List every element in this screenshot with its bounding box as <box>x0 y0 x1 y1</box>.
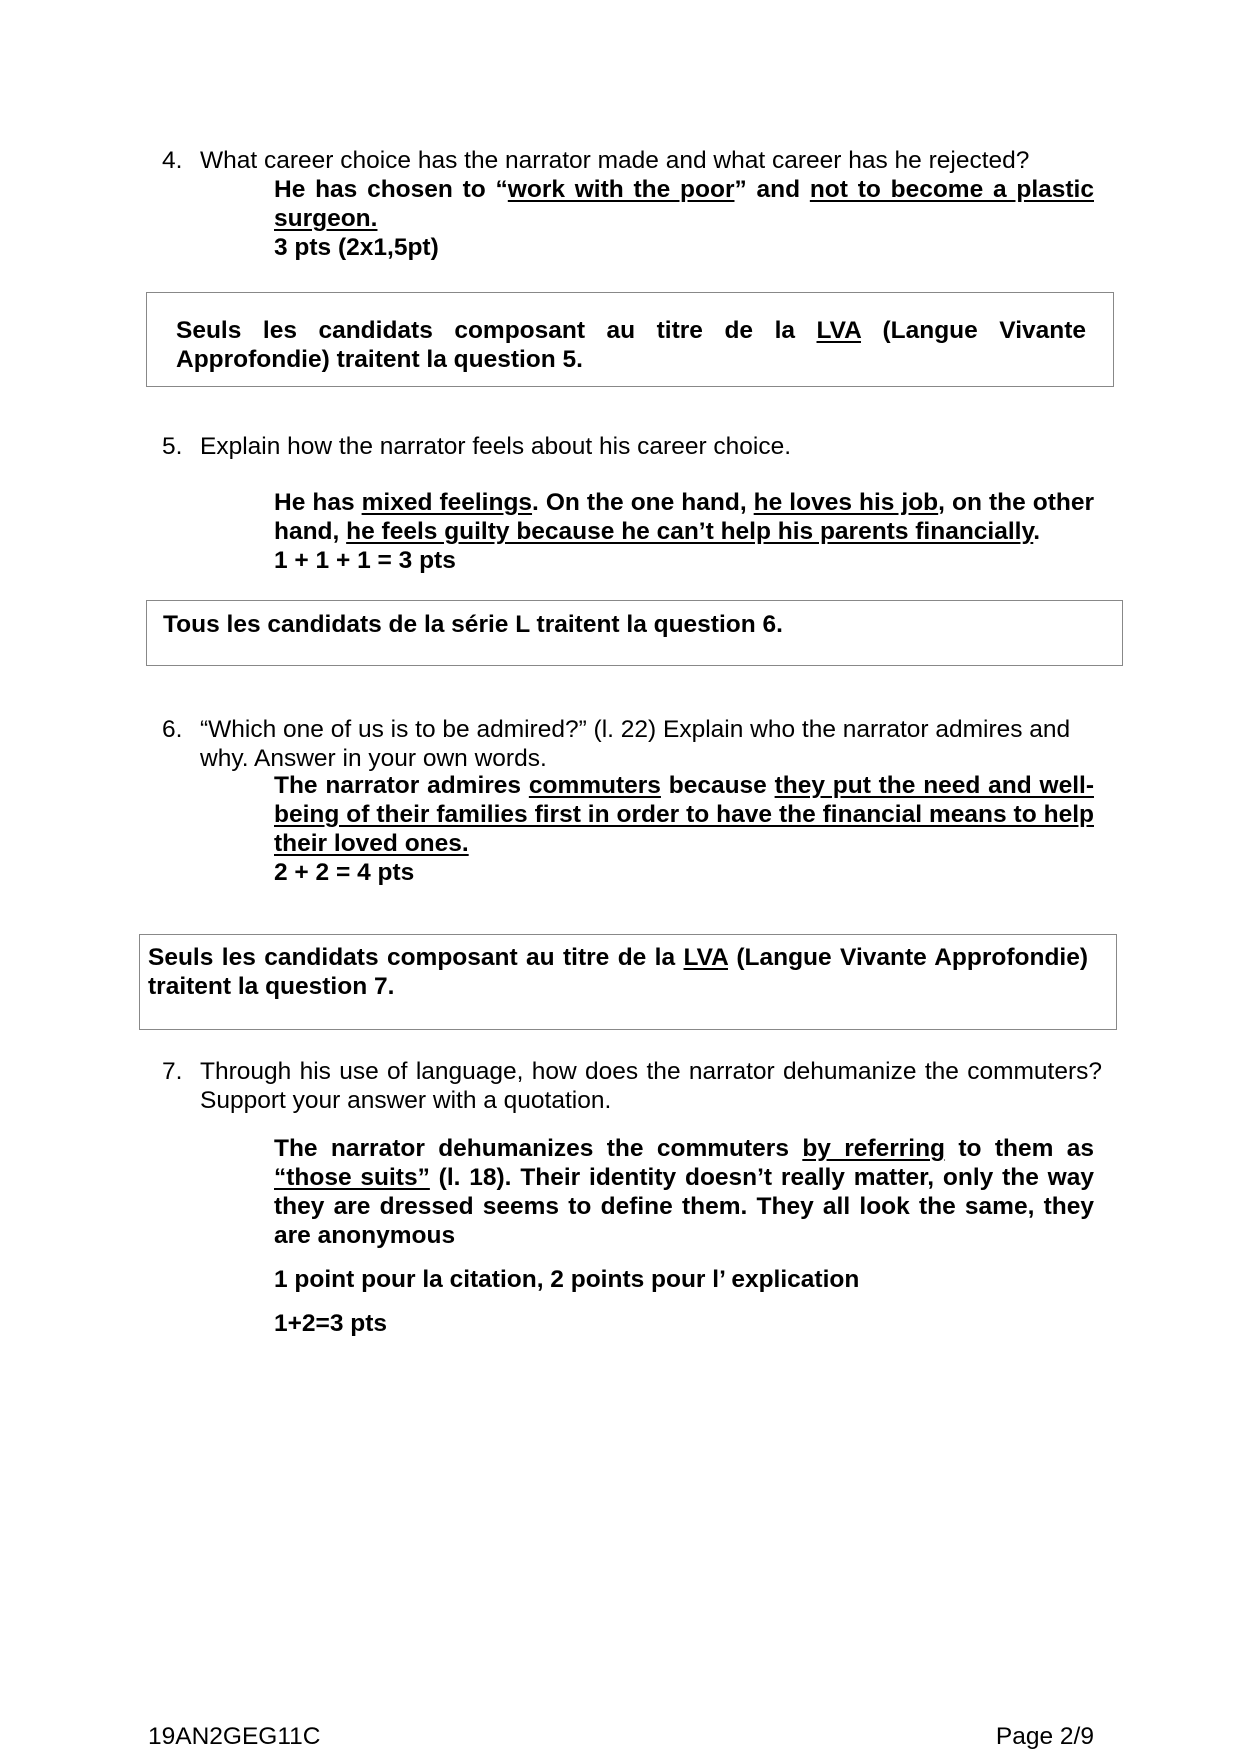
underlined-phrase: they put the need and well- <box>774 772 1094 799</box>
answer-4 <box>274 175 1094 262</box>
question-number: 7. <box>162 1058 183 1085</box>
instruction-box-7 <box>139 934 1117 1030</box>
question-6 <box>162 715 1102 773</box>
answer-line: The narrator dehumanizes the commuters by referring to them as <box>274 1135 1094 1162</box>
underlined-phrase: he feels guilty because he can’t help his parents financially <box>346 518 1034 545</box>
lva-abbreviation: LVA <box>816 317 861 344</box>
quotation: “those suits” <box>274 1164 430 1191</box>
instruction-box-6 <box>146 600 1123 666</box>
instruction-text: Seuls les candidats composant au titre de la LVA (Langue Vivante Approfondie) traitent la question 7. <box>148 944 1089 1000</box>
answer-line <box>274 204 1094 233</box>
scoring-note: 1 point pour la citation, 2 points pour l’ explication <box>274 1266 860 1293</box>
underlined-phrase: by referring <box>802 1135 946 1162</box>
answer-line: He has chosen to “work with the poor” and not to become a plastic <box>274 176 1094 203</box>
lva-abbreviation: LVA <box>683 944 728 971</box>
underlined-phrase: not to become a plastic <box>809 176 1094 203</box>
question-5 <box>162 432 1102 461</box>
question-text: “Which one of us is to be admired?” (l. 22) Explain who the narrator admires and why. Answer in your own words. <box>200 716 1071 772</box>
instruction-text: Tous les candidats de la série L traitent la question 6. <box>163 611 783 638</box>
question-7 <box>162 1057 1102 1115</box>
answer-line: hand, he feels guilty because he can’t help his parents financially. <box>274 518 1041 545</box>
answer-points: 1+2=3 pts <box>274 1310 388 1337</box>
answer-line: He has mixed feelings. On the one hand, he loves his job, on the other <box>274 489 1094 516</box>
answer-line <box>274 800 1094 829</box>
answer-line <box>274 829 1094 858</box>
answer-line: are anonymous <box>274 1222 456 1249</box>
question-text: What career choice has the narrator made and what career has he rejected? <box>200 147 1030 174</box>
underlined-phrase: he loves his job <box>753 489 939 516</box>
page-number: Page 2/9 <box>995 1723 1094 1750</box>
question-number: 6. <box>162 716 183 743</box>
underlined-phrase: surgeon. <box>274 205 378 232</box>
answer-line: “those suits” (l. 18). Their identity doesn’t really matter, only the way <box>274 1164 1094 1191</box>
answer-line: The narrator admires commuters because they put the need and well- <box>274 772 1094 799</box>
question-text: Through his use of language, how does the narrator dehumanize the commuters? Support your answer with a quotation. <box>200 1058 1102 1114</box>
instruction-text: Seuls les candidats composant au titre de la LVA (Langue Vivante Approfondie) traitent la question 5. <box>176 317 1086 373</box>
underlined-phrase: work with the poor <box>507 176 735 203</box>
answer-7 <box>274 1134 1094 1338</box>
underlined-phrase: being of their families first in order to have the financial means to help <box>274 801 1094 828</box>
underlined-phrase: mixed feelings <box>361 489 533 516</box>
question-text: Explain how the narrator feels about his career choice. <box>200 433 792 460</box>
answer-line: they are dressed seems to define them. They all look the same, they <box>274 1193 1094 1220</box>
question-number: 5. <box>162 433 183 460</box>
instruction-box-5 <box>146 292 1114 387</box>
underlined-phrase: commuters <box>528 772 661 799</box>
question-number: 4. <box>162 147 183 174</box>
question-4 <box>162 146 1102 175</box>
answer-points: 2 + 2 = 4 pts <box>274 859 415 886</box>
answer-points: 3 pts (2x1,5pt) <box>274 234 439 261</box>
answer-6 <box>274 771 1094 887</box>
document-code: 19AN2GEG11C <box>148 1723 321 1750</box>
underlined-phrase: their loved ones. <box>274 830 469 857</box>
answer-points: 1 + 1 + 1 = 3 pts <box>274 547 456 574</box>
answer-5 <box>274 488 1094 575</box>
